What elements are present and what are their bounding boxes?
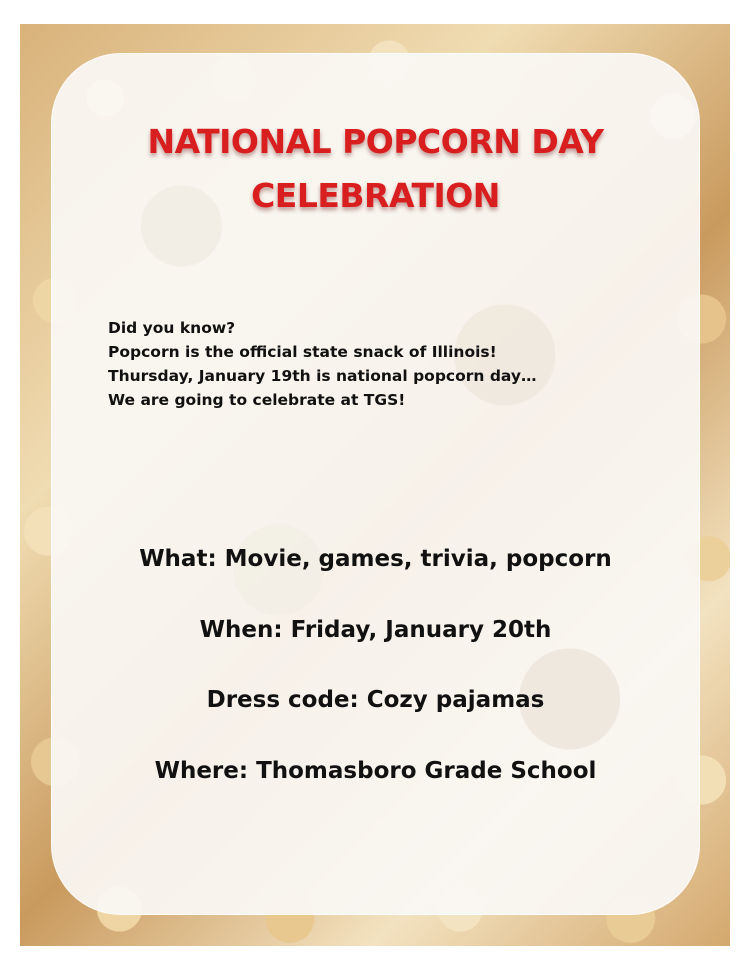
intro-text — [108, 316, 668, 412]
title-line-1: NATIONAL POPCORN DAY — [147, 122, 604, 161]
dress-code-line: Dress code: Cozy pajamas — [206, 687, 545, 713]
what-line: What: Movie, games, trivia, popcorn — [139, 546, 612, 572]
when-line: When: Friday, January 20th — [199, 617, 552, 643]
intro-line: Thursday, January 19th is national popcorn day… — [108, 367, 537, 385]
intro-line: Popcorn is the official state snack of Illinois! — [108, 343, 497, 361]
popcorn-background — [20, 24, 730, 946]
intro-line: Did you know? — [108, 319, 236, 337]
flyer-panel — [51, 53, 700, 915]
intro-line: We are going to celebrate at TGS! — [108, 391, 406, 409]
title-line-2: CELEBRATION — [251, 176, 500, 215]
where-line: Where: Thomasboro Grade School — [154, 758, 597, 784]
